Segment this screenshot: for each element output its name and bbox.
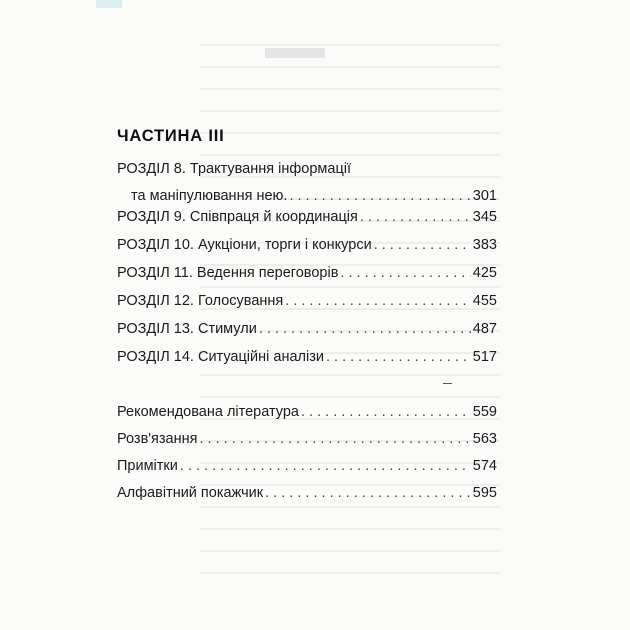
toc-entry-index[interactable] — [117, 480, 497, 507]
toc-entry-chapter-11[interactable] — [117, 260, 497, 287]
toc-entry-page: 559 — [472, 404, 497, 420]
section-divider — [443, 383, 452, 384]
dot-leader — [360, 204, 471, 231]
toc-entry-page: 345 — [472, 209, 497, 225]
toc-entry-page: 574 — [472, 458, 497, 474]
toc-entry-chapter-14[interactable] — [117, 344, 497, 371]
toc-entry-label: РОЗДІЛ 13. Стимули — [117, 321, 257, 337]
toc-entry-page: 455 — [472, 293, 497, 309]
dot-leader — [259, 316, 471, 343]
toc-entry-continuation: та маніпулювання нею. — [131, 188, 288, 204]
dot-leader — [265, 480, 471, 507]
toc-entry-page: 595 — [472, 485, 497, 501]
toc-entry-solutions[interactable] — [117, 426, 497, 453]
toc-entry-page: 383 — [472, 237, 497, 253]
show-through-heading — [265, 48, 325, 58]
toc-entry-page: 563 — [472, 431, 497, 447]
toc-entry-page: 487 — [472, 321, 497, 337]
toc-entry-page: 301 — [472, 188, 497, 204]
toc-entry-chapter-8[interactable] — [117, 156, 497, 210]
dot-leader — [285, 288, 471, 315]
toc-entry-chapter-12[interactable] — [117, 288, 497, 315]
toc-entry-label: Примітки — [117, 458, 178, 474]
toc-entry-page: 517 — [472, 349, 497, 365]
toc-entry-recommended-literature[interactable] — [117, 399, 497, 426]
dot-leader — [180, 453, 471, 480]
toc-entry-label: Рекомендована література — [117, 404, 299, 420]
toc-entry-chapter-13[interactable] — [117, 316, 497, 343]
toc-entry-label: РОЗДІЛ 9. Співпраця й координація — [117, 209, 358, 225]
toc-entry-chapter-9[interactable] — [117, 204, 497, 231]
dot-leader — [200, 426, 471, 453]
toc-entry-label: РОЗДІЛ 14. Ситуаційні аналізи — [117, 349, 324, 365]
toc-entry-label: РОЗДІЛ 10. Аукціони, торги і конкурси — [117, 237, 372, 253]
toc-entry-chapter-10[interactable] — [117, 232, 497, 259]
dot-leader — [374, 232, 471, 259]
toc-entry-page: 425 — [472, 265, 497, 281]
toc-entry-label: РОЗДІЛ 8. Трактування інформації — [117, 161, 352, 177]
dot-leader — [301, 399, 471, 426]
toc-entry-label: РОЗДІЛ 12. Голосування — [117, 293, 284, 309]
page-edge-strip — [96, 0, 122, 8]
dot-leader — [340, 260, 470, 287]
toc-entry-notes[interactable] — [117, 453, 497, 480]
dot-leader — [326, 344, 471, 371]
part-title: ЧАСТИНА III — [117, 127, 225, 145]
toc-entry-label: Розв'язання — [117, 431, 198, 447]
toc-entry-label: Алфавітний покажчик — [117, 485, 264, 501]
toc-entry-label: РОЗДІЛ 11. Ведення переговорів — [117, 265, 339, 281]
